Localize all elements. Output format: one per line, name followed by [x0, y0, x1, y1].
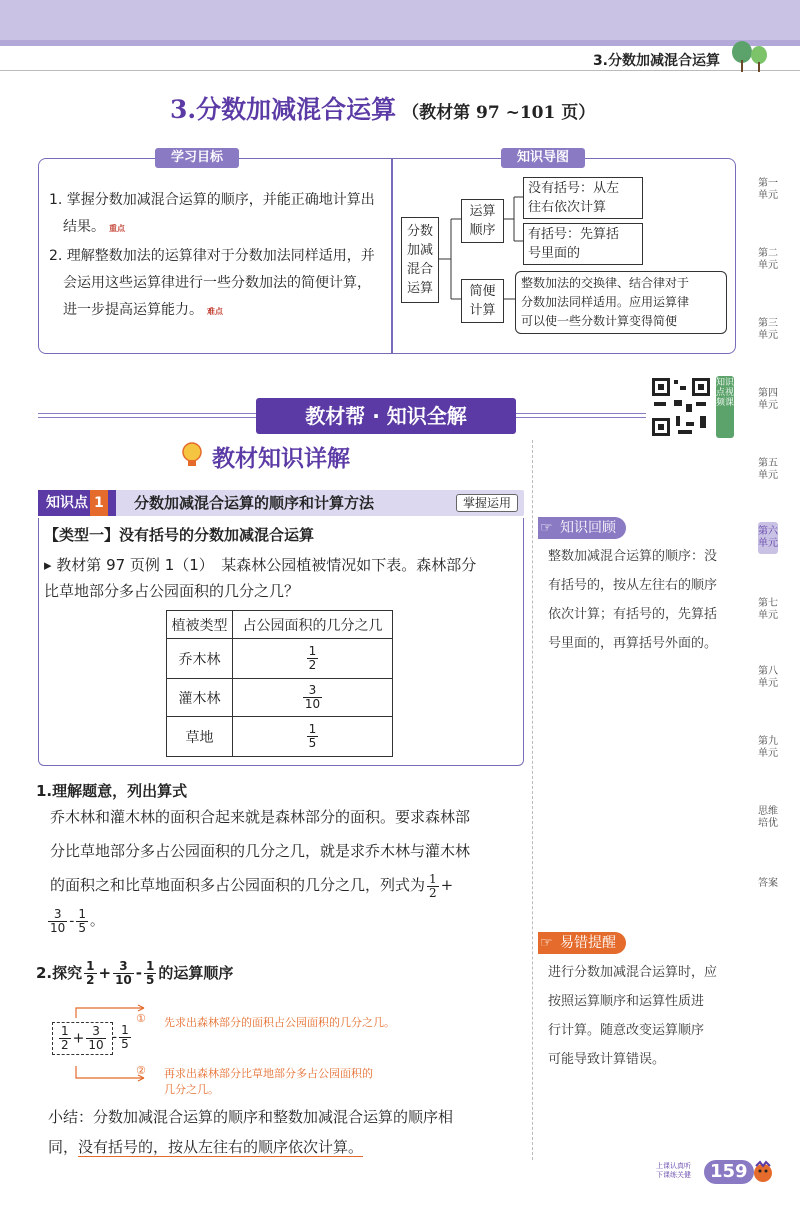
step1-l1: 乔木林和灌木林的面积合起来就是森林部分的面积。要求森林部	[50, 808, 471, 826]
difficulty-mark: 重点	[109, 224, 125, 233]
table-cell: 草地	[167, 717, 233, 757]
side-tab-unit-5[interactable]: 第五单元	[758, 458, 778, 481]
mascot-icon	[752, 1160, 774, 1186]
annotation-2b: 几分之几。	[164, 1083, 219, 1096]
side-tab-unit-7[interactable]: 第七单元	[758, 598, 778, 621]
fraction	[307, 723, 319, 750]
header-divider	[0, 70, 800, 71]
section-band: 教材帮 · 知识全解	[256, 398, 516, 434]
summary-l1: 小结：分数加减混合运算的顺序和整数加减混合运算的顺序相	[48, 1108, 454, 1126]
plus-sign: +	[98, 964, 112, 982]
numerator: 1	[146, 959, 155, 973]
page-footer	[656, 1160, 776, 1188]
step1-l3-row	[50, 868, 525, 902]
side-tab-answers[interactable]: 答案	[758, 878, 778, 889]
goal-1-line2: 结果。	[63, 219, 105, 235]
summary	[48, 1102, 523, 1162]
step1-expression-cont	[46, 908, 104, 935]
pointing-hand-icon: ☞	[540, 935, 553, 951]
table-row	[167, 639, 393, 679]
denominator: 2	[429, 885, 437, 900]
numerator: 1	[429, 871, 437, 886]
numerator: 3	[303, 684, 322, 698]
slogan-1: 上课认真听	[656, 1162, 691, 1170]
fraction	[427, 873, 439, 900]
qr-label: 知识点视频课	[716, 376, 734, 438]
root-l4: 运算	[406, 281, 433, 296]
band-line-left	[38, 413, 256, 418]
page-title	[170, 90, 595, 126]
numerator: 1	[121, 1023, 129, 1037]
simple-l2: 计算	[469, 303, 496, 318]
note2-l2: 按照运算顺序和运算性质进	[548, 994, 705, 1009]
note2-l3: 行计算。随意改变运算顺序	[548, 1023, 705, 1038]
order-l2: 顺序	[469, 223, 496, 238]
section-subtitle: 教材知识详解	[212, 446, 350, 472]
step2-heading	[36, 960, 233, 987]
note-review-label: 知识回顾	[560, 520, 616, 536]
note1-l2: 有括号的，按从左往右的顺序	[548, 578, 718, 593]
lightbulb-icon	[178, 440, 206, 470]
kp-tag	[38, 490, 116, 516]
note1-l3: 依次计算；有括号的，先算括	[548, 607, 718, 622]
side-tab-thinking[interactable]: 思维培优	[758, 806, 778, 829]
example-question	[44, 552, 522, 604]
table-cell	[233, 717, 393, 757]
goal-2-line2: 会运用这些运算律进行一些分数加法的简便计算，	[63, 275, 371, 291]
mindmap-simple	[461, 279, 504, 323]
table-header: 占公园面积的几分之几	[233, 611, 393, 639]
circle-2: ②	[136, 1064, 146, 1077]
fraction	[307, 645, 319, 672]
side-tab-unit-9[interactable]: 第九单元	[758, 736, 778, 759]
numerator: 1	[61, 1024, 69, 1038]
note2-l1: 进行分数加减混合运算时，应	[548, 965, 718, 980]
note-mistake-text	[548, 958, 738, 1074]
table-cell: 乔木林	[167, 639, 233, 679]
band-line-right	[516, 413, 646, 418]
slogan-2: 下课练关健	[656, 1171, 691, 1179]
denominator: 2	[86, 973, 95, 987]
running-header: 3.分数加减混合运算	[592, 53, 720, 69]
side-tab-unit-8[interactable]: 第八单元	[758, 666, 778, 689]
summary-l2-row	[48, 1132, 523, 1162]
question-line2: 比草地部分多占公园面积的几分之几？	[44, 582, 300, 600]
step1-l3: 的面积之和比草地面积多占公园面积的几分之几，列式为	[50, 876, 426, 894]
mindmap-order	[461, 199, 504, 243]
minus-sign: -	[135, 964, 143, 982]
numerator: 1	[308, 722, 317, 736]
column-divider	[532, 440, 533, 1160]
step1-l2: 分比草地部分多占公园面积的几分之几，就是求乔木林与灌木林	[50, 842, 471, 860]
difficulty-mark: 难点	[207, 307, 223, 316]
circle-1: ①	[136, 1012, 146, 1025]
kp-title: 分数加减混合运算的顺序和计算方法	[134, 494, 375, 512]
note-review-title	[538, 517, 626, 539]
fraction	[303, 684, 322, 711]
qr-code-icon[interactable]	[650, 376, 712, 438]
mindmap-law	[515, 271, 727, 334]
order-arrows	[60, 1004, 170, 1086]
question-line1: ▸ 教材第 97 页例 1（1） 某森林公园植被情况如下表。森林部分	[44, 556, 477, 574]
summary-key-rule: 没有括号的，按从左往右的顺序依次计算。	[78, 1138, 364, 1156]
simple-l1: 简便	[469, 284, 496, 299]
title-ref: （教材第 97 ~101 页）	[402, 103, 596, 123]
fraction	[144, 960, 156, 987]
table-header-row	[167, 611, 393, 639]
fraction	[84, 960, 96, 987]
side-tab-unit-1[interactable]: 第一单元	[758, 178, 778, 201]
law-l3: 可以使一些分数计算变得简便	[521, 314, 678, 328]
paren-l2: 号里面的	[528, 246, 581, 261]
page-number: 159	[704, 1160, 754, 1184]
minus-sign: -	[112, 1029, 118, 1046]
numerator: 3	[48, 908, 67, 922]
numerator: 1	[308, 644, 317, 658]
kp-badge: 掌握运用	[456, 494, 518, 512]
table-header: 植被类型	[167, 611, 233, 639]
goal-2-line1: 2. 理解整数加法的运算律对于分数加法同样适用，并	[49, 248, 375, 264]
goal-2-line3: 进一步提高运算能力。	[63, 302, 203, 318]
goals-tag: 学习目标	[155, 148, 239, 168]
footer-slogan	[656, 1162, 691, 1180]
law-l1: 整数加法的交换律、结合律对于	[521, 276, 690, 290]
minus-sign: -	[69, 913, 75, 930]
note-mistake-title	[538, 932, 626, 954]
annotation-step-1	[136, 1012, 146, 1025]
denominator: 10	[88, 1038, 104, 1052]
root-l3: 混合	[406, 262, 433, 277]
denominator: 10	[50, 921, 66, 935]
goal-1-line1: 1. 掌握分数加减混合运算的顺序，并能正确地计算出	[49, 192, 375, 208]
side-tab-unit-3[interactable]: 第三单元	[758, 318, 778, 341]
root-l2: 加减	[406, 243, 433, 258]
title-main: 3.分数加减混合运算	[170, 95, 397, 124]
mindmap-root	[401, 217, 439, 303]
numerator: 3	[86, 1025, 105, 1039]
side-tab-unit-2[interactable]: 第二单元	[758, 248, 778, 271]
example-type: 【类型一】没有括号的分数加减混合运算	[44, 526, 315, 544]
note2-l4: 可能导致计算错误。	[548, 1052, 666, 1067]
table-row	[167, 717, 393, 757]
step2-head-b: 的运算顺序	[158, 964, 234, 982]
table-cell	[233, 679, 393, 717]
table-cell: 灌木林	[167, 679, 233, 717]
denominator: 10	[304, 697, 321, 711]
denominator: 2	[308, 658, 317, 672]
fraction	[48, 908, 67, 935]
paren-l1: 有括号：先算括	[528, 227, 620, 242]
numerator: 3	[113, 960, 134, 974]
fraction	[113, 960, 134, 987]
table-row	[167, 679, 393, 717]
annotation-2a: 再求出森林部分比草地部分多占公园面积的	[164, 1067, 373, 1080]
period: 。	[89, 913, 104, 930]
note-mistake-label: 易错提醒	[560, 935, 616, 951]
no-paren-l1: 没有括号：从左	[528, 181, 620, 196]
root-l1: 分数	[406, 224, 433, 239]
kp-tag-label: 知识点	[46, 495, 88, 511]
denominator: 5	[121, 1037, 129, 1051]
step2-head-a: 2.探究	[36, 964, 83, 982]
annotation-step-2	[136, 1064, 146, 1077]
no-paren-l2: 往右依次计算	[528, 200, 607, 215]
annotation-1-text: 先求出森林部分的面积占公园面积的几分之几。	[164, 1016, 395, 1029]
plant-table	[166, 610, 393, 757]
note-review-text	[548, 542, 738, 658]
side-tab-unit-6[interactable]: 第六单元	[758, 522, 778, 554]
fraction	[76, 908, 88, 935]
table-cell	[233, 639, 393, 679]
pointing-hand-icon: ☞	[540, 520, 553, 536]
knowledge-point-bar	[38, 490, 524, 516]
annotation-2-text	[164, 1066, 373, 1098]
mindmap-no-paren	[523, 177, 643, 219]
goals-panel	[38, 150, 736, 354]
denominator: 10	[115, 973, 132, 987]
law-l2: 分数加法同样适用。应用运算律	[521, 295, 690, 309]
order-l1: 运算	[469, 204, 496, 219]
denominator: 5	[78, 921, 86, 935]
tree-icon	[730, 40, 770, 74]
denominator: 2	[61, 1038, 69, 1052]
side-tab-unit-4[interactable]: 第四单元	[758, 388, 778, 411]
step1-heading: 1.理解题意，列出算式	[36, 782, 188, 800]
top-band	[0, 0, 800, 46]
numerator: 1	[78, 907, 86, 921]
note1-l4: 号里面的，再算括号外面的。	[548, 636, 718, 651]
plus-sign: +	[72, 1030, 85, 1047]
step1-text	[50, 800, 525, 902]
summary-l2a: 同，	[48, 1138, 79, 1156]
denominator: 5	[308, 736, 317, 750]
plus-sign: +	[440, 876, 454, 894]
mindmap-tag: 知识导图	[501, 148, 585, 168]
denominator: 5	[146, 973, 155, 987]
numerator: 1	[86, 959, 95, 973]
kp-number: 1	[90, 490, 108, 516]
mindmap-paren	[523, 223, 643, 265]
note1-l1: 整数加减混合运算的顺序：没	[548, 549, 718, 564]
